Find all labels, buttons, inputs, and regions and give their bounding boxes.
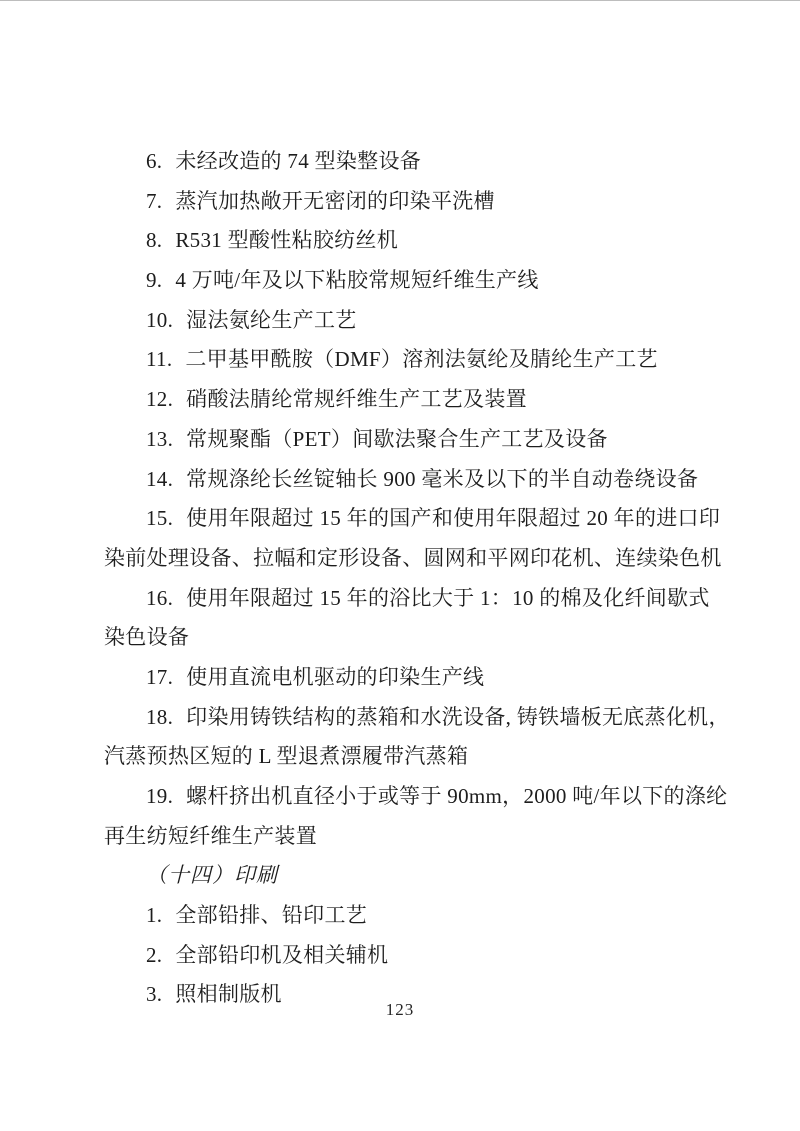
list-item-text: 照相制版机 [175, 982, 282, 1007]
list-item [104, 658, 704, 698]
list-item-text: 常规聚酯（PET）间歇法聚合生产工艺及设备 [186, 426, 608, 451]
list-item-number: 9. [146, 268, 163, 293]
page-number: 123 [385, 1000, 415, 1019]
list-item-number: 16. [146, 585, 174, 610]
list-item [104, 499, 721, 539]
list-item [104, 896, 704, 936]
list-item-number: 10. [146, 307, 174, 332]
list-item-text: 二甲基甲酰胺（DMF）溶剂法氨纶及腈纶生产工艺 [185, 347, 658, 372]
list-item-number: 15. [146, 506, 174, 531]
list-item-text: 蒸汽加热敞开无密闭的印染平洗槽 [175, 188, 495, 213]
list-item-number: 11. [146, 347, 173, 372]
list-item-continuation [104, 817, 704, 857]
list-item [104, 182, 704, 222]
list-item-text: 硝酸法腈纶常规纤维生产工艺及装置 [186, 387, 527, 412]
list-item [104, 936, 704, 976]
list-item-text: 螺杆挤出机直径小于或等于 90mm，2000 吨/年以下的涤纶 [186, 784, 728, 808]
list-item-continuation [104, 539, 722, 579]
list-item [104, 301, 704, 341]
list-item-text: 全部铅印机及相关辅机 [175, 942, 389, 967]
list-item [104, 340, 704, 380]
list-item-number: 12. [146, 387, 174, 412]
list-item-number: 18. [146, 704, 174, 729]
document-body [104, 142, 730, 1015]
list-item-text: 再生纺短纤维生产装置 [104, 823, 317, 848]
list-item-number: 7. [146, 188, 163, 213]
list-item-number: 6. [146, 149, 163, 173]
list-item-text: 使用直流电机驱动的印染生产线 [186, 664, 485, 689]
list-item-continuation [104, 618, 704, 658]
list-item-number: 19. [146, 784, 174, 808]
list-item [104, 579, 710, 619]
list-item [104, 261, 704, 301]
list-item-text: 未经改造的 74 型染整设备 [175, 149, 422, 173]
list-item-text: 使用年限超过 15 年的浴比大于 1：10 的棉及化纤间歇式 [186, 585, 710, 610]
list-item-text: 使用年限超过 15 年的国产和使用年限超过 20 年的进口印 [186, 506, 721, 531]
list-item-number: 1. [146, 903, 163, 928]
list-item-text: R531 型酸性粘胶纺丝机 [175, 228, 399, 253]
list-item [104, 698, 730, 738]
list-item-text: 全部铅排、铅印工艺 [175, 903, 368, 928]
list-item-text: 湿法氨纶生产工艺 [186, 307, 357, 332]
list-item [104, 777, 728, 817]
list-item [104, 221, 704, 261]
list-item-text: 印染用铸铁结构的蒸箱和水洗设备, 铸铁墙板无底蒸化机， [186, 704, 730, 729]
list-item-number: 3. [146, 982, 163, 1007]
subsection-heading-text: （十四）印刷 [146, 863, 278, 888]
list-item [104, 460, 704, 500]
list-item-number: 8. [146, 228, 163, 253]
list-item-text: 染色设备 [104, 625, 190, 650]
list-item [104, 380, 704, 420]
list-item-text: 染前处理设备、拉幅和定形设备、圆网和平网印花机、连续染色机 [104, 545, 722, 570]
list-item [104, 142, 704, 182]
list-item-text: 汽蒸预热区短的 L 型退煮漂履带汽蒸箱 [104, 744, 469, 769]
list-item-text: 常规涤纶长丝锭轴长 900 毫米及以下的半自动卷绕设备 [186, 466, 699, 491]
list-item-number: 13. [146, 426, 174, 451]
list-item-text: 4 万吨/年及以下粘胶常规短纤维生产线 [175, 268, 539, 293]
subsection-heading [104, 856, 704, 896]
list-item-number: 2. [146, 942, 163, 967]
list-item-number: 17. [146, 664, 174, 689]
list-item-number: 14. [146, 466, 174, 491]
list-item-continuation [104, 737, 704, 777]
list-item [104, 420, 704, 460]
